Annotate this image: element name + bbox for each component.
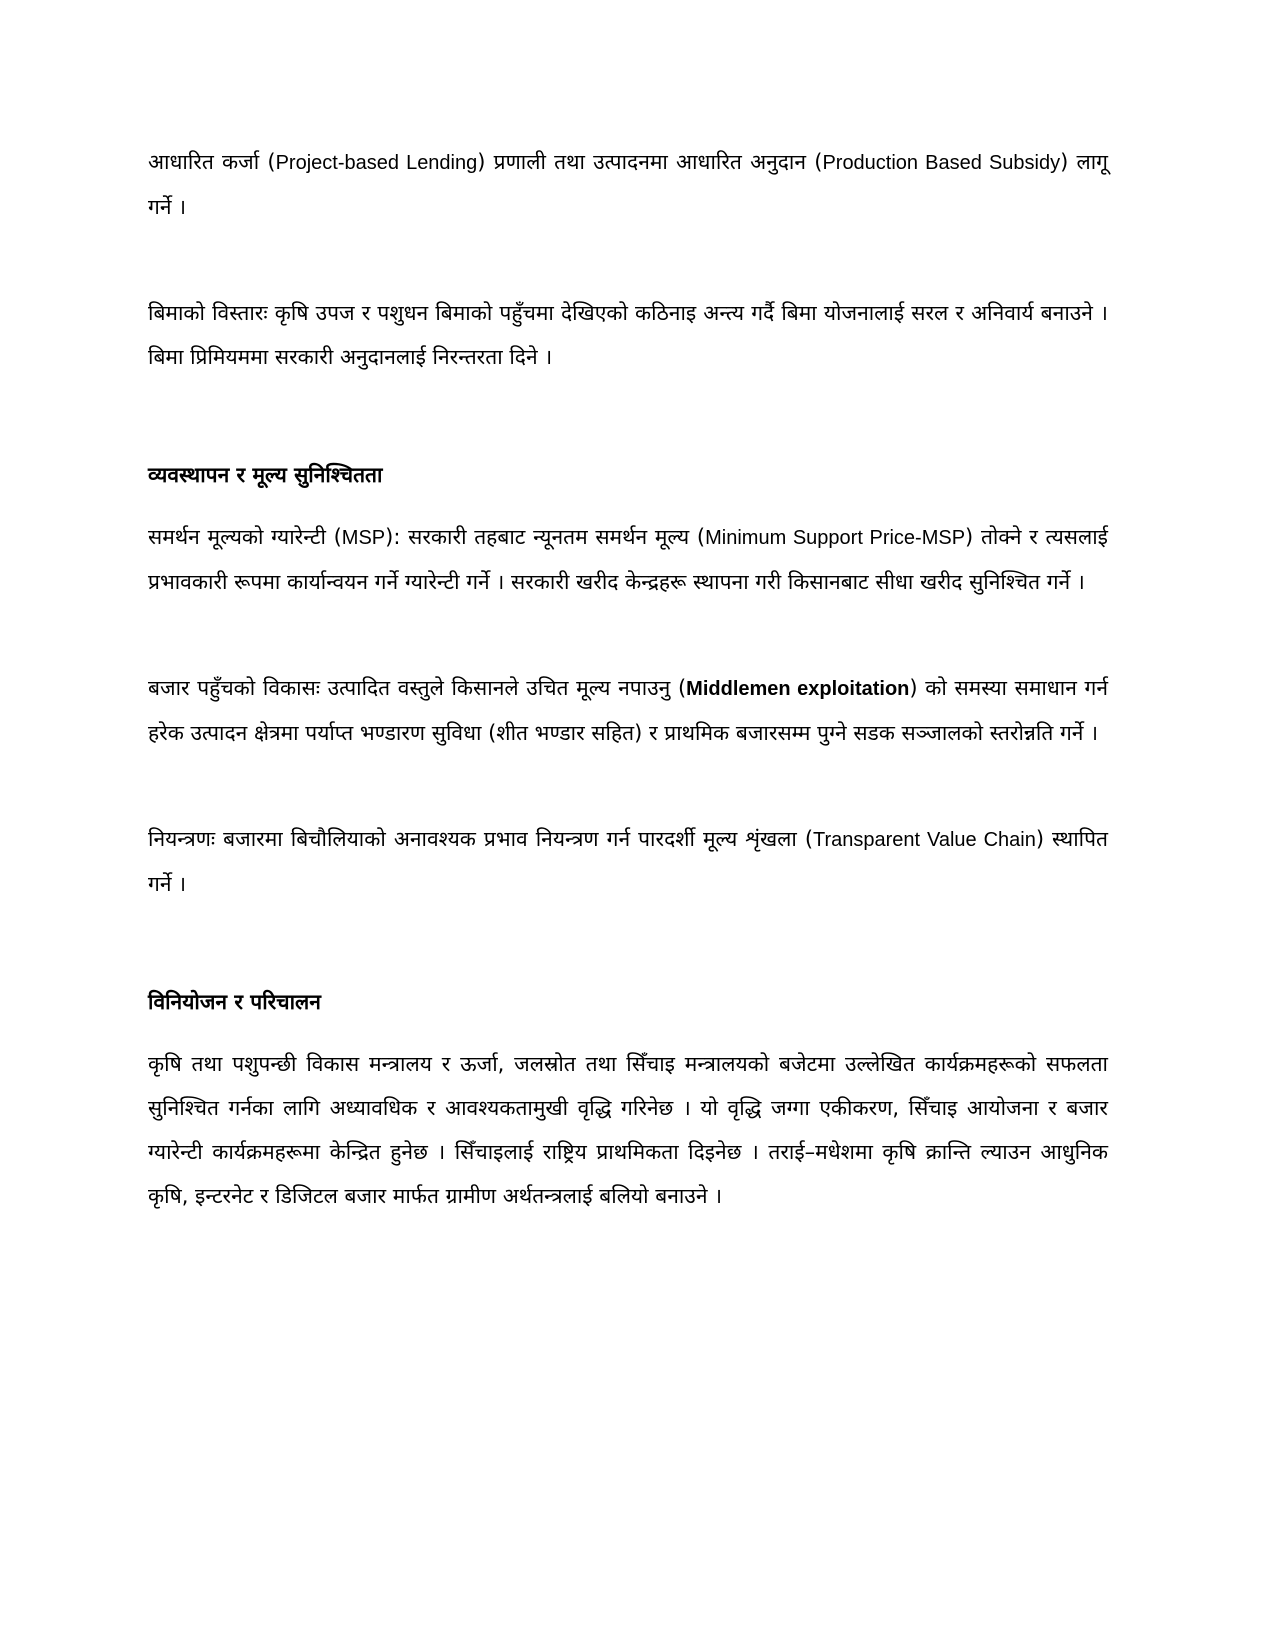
paragraph-control-value-chain: नियन्त्रणः बजारमा बिचौलियाको अनावश्यक प्रभाव नियन्त्रण गर्न पारदर्शी मूल्य शृंखला (Transparent Value Chain) स्थापित गर्ने ।	[148, 827, 1108, 896]
bold-term-middlemen: Middlemen exploitation	[686, 678, 910, 700]
section-heading-price-assurance: व्यवस्थापन र मूल्य सुनिश्चितता	[148, 463, 383, 487]
paragraph-market-access: बजार पहुँचको विकासः उत्पादित वस्तुले किसानले उचित मूल्य नपाउनु (Middlemen exploitation) को समस्या समाधान गर्न हरेक उत्पादन क्षेत्रमा पर्याप्त भण्डारण सुविधा (शीत भण्डार सहित) र प्राथमिक बजारसम्म पुग्ने सडक सञ्जालको स्तरोन्नति गर्ने ।	[148, 676, 1108, 745]
paragraph-lending-subsidy: आधारित कर्जा (Project-based Lending) प्रणाली तथा उत्पादनमा आधारित अनुदान (Production Based Subsidy) लागू गर्ने ।	[148, 150, 1108, 219]
section-heading-allocation: विनियोजन र परिचालन	[148, 990, 321, 1014]
paragraph-insurance-expansion: बिमाको विस्तारः कृषि उपज र पशुधन बिमाको पहुँचमा देखिएको कठिनाइ अन्त्य गर्दै बिमा योजनालाई सरल र अनिवार्य बनाउने । बिमा प्रिमियममा सरकारी अनुदानलाई निरन्तरता दिने ।	[148, 301, 1108, 369]
paragraph-msp-guarantee: समर्थन मूल्यको ग्यारेन्टी (MSP): सरकारी तहबाट न्यूनतम समर्थन मूल्य (Minimum Support Price-MSP) तोक्ने र त्यसलाई प्रभावकारी रूपमा कार्यान्वयन गर्ने ग्यारेन्टी गर्ने । सरकारी खरीद केन्द्रहरू स्थापना गरी किसानबाट सीधा खरीद सुनिश्चित गर्ने ।	[148, 525, 1108, 594]
document-page	[148, 140, 1108, 1218]
paragraph-budget-allocation: कृषि तथा पशुपन्छी विकास मन्त्रालय र ऊर्जा, जलस्रोत तथा सिँचाइ मन्त्रालयको बजेटमा उल्लेखित कार्यक्रमहरूको सफलता सुनिश्चित गर्नका लागि अध्यावधिक र आवश्यकतामुखी वृद्धि गरिनेछ । यो वृद्धि जग्गा एकीकरण, सिँचाइ आयोजना र बजार ग्यारेन्टी कार्यक्रमहरूमा केन्द्रित हुनेछ । सिँचाइलाई राष्ट्रिय प्राथमिकता दिइनेछ । तराई–मधेशमा कृषि क्रान्ति ल्याउन आधुनिक कृषि, इन्टरनेट र डिजिटल बजार मार्फत ग्रामीण अर्थतन्त्रलाई बलियो बनाउने ।	[148, 1052, 1108, 1208]
